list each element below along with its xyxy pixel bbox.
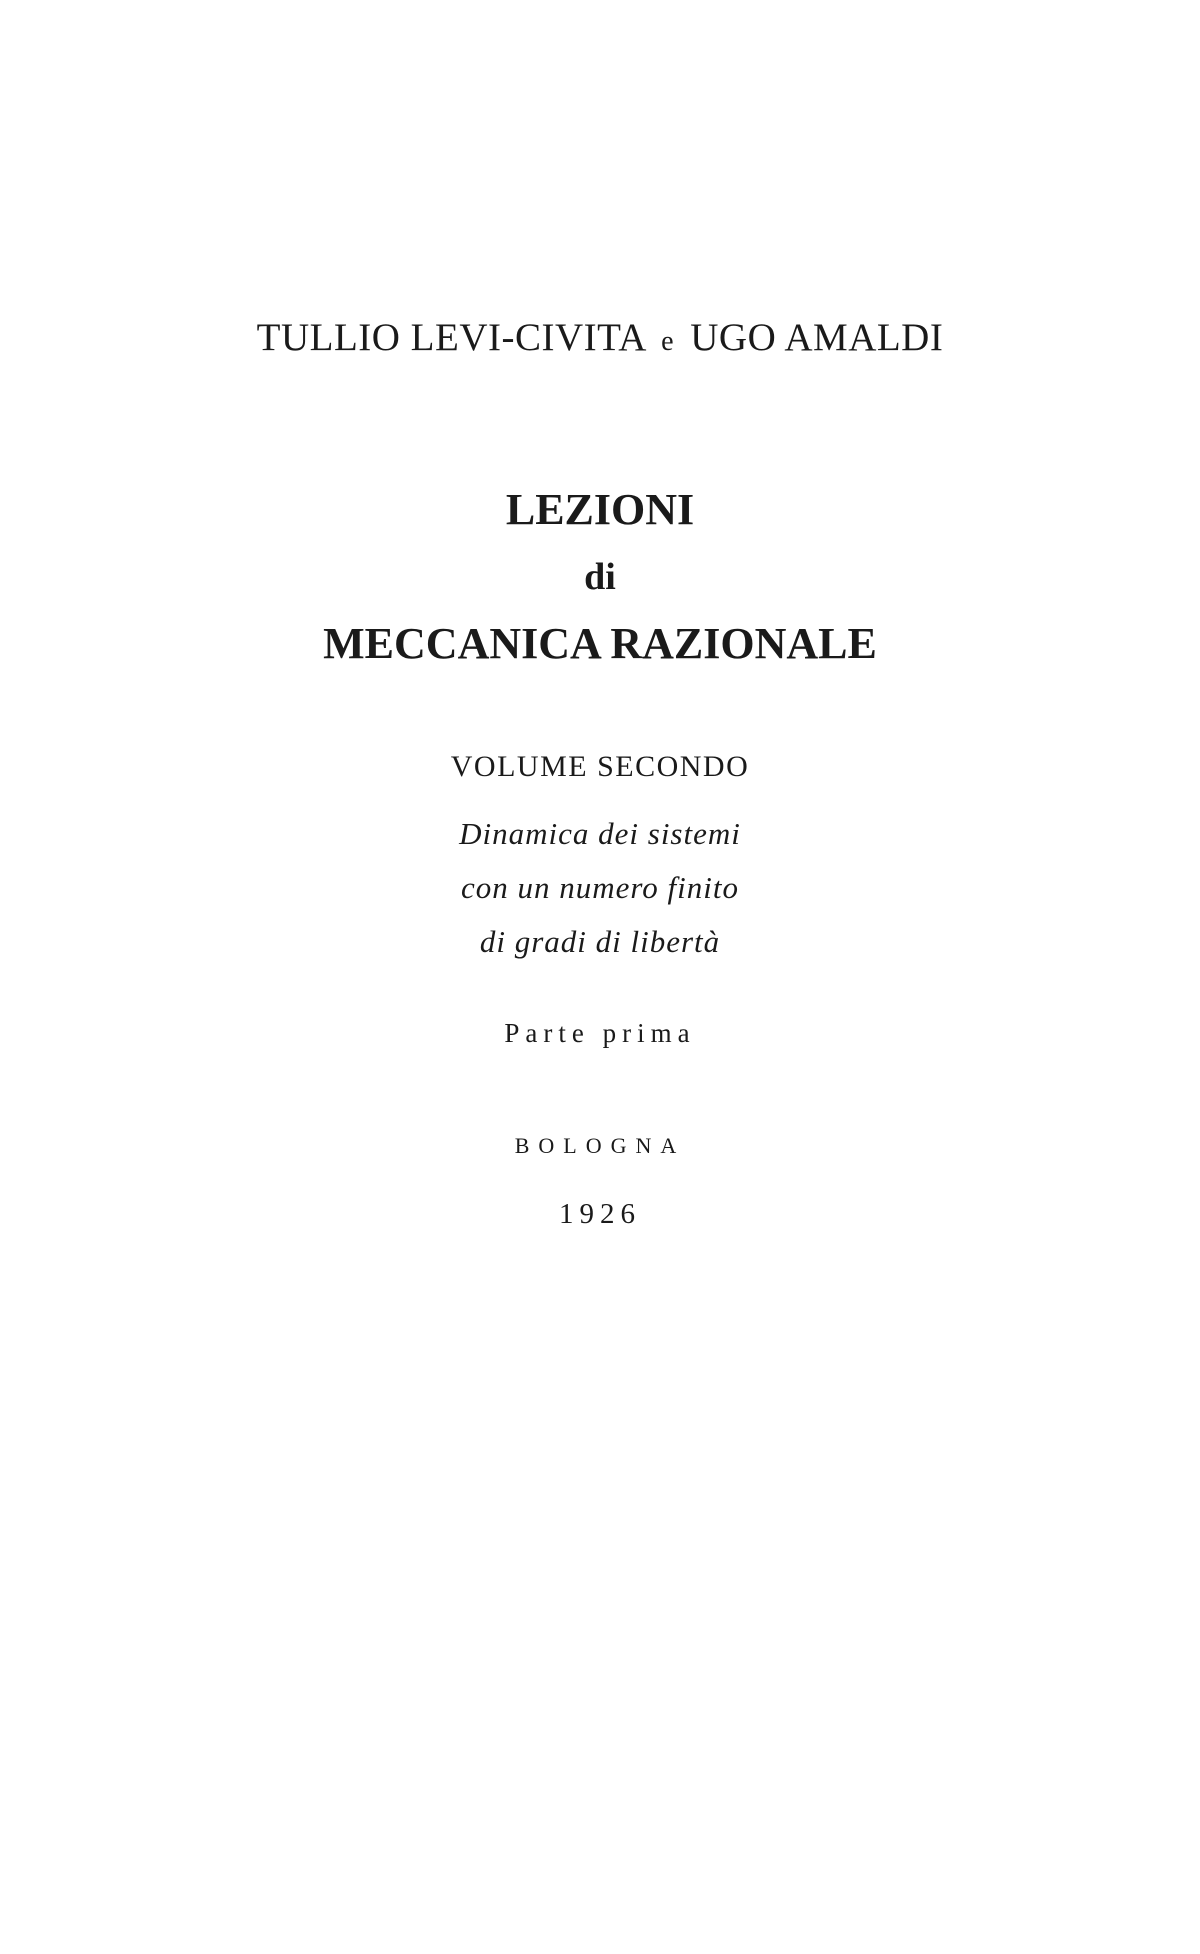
author-conjunction: e [661, 326, 675, 357]
author-levi-civita: TULLIO LEVI-CIVITA [256, 316, 645, 359]
subtitle-line-3: di gradi di libertà [479, 924, 721, 959]
part-label: Parte prima [504, 1018, 696, 1048]
subtitle-line-1: Dinamica dei sistemi [459, 816, 741, 851]
subtitle-line-2: con un numero finito [460, 870, 740, 905]
authors [0, 318, 1200, 357]
publication-year: 1926 [559, 1198, 641, 1230]
volume-label: VOLUME SECONDO [450, 750, 750, 783]
book-title-line-3: MECCANICA RAZIONALE [323, 619, 877, 668]
author-amaldi: UGO AMALDI [690, 316, 944, 359]
book-title-line-2: di [584, 556, 616, 598]
book-title-line-1: LEZIONI [505, 485, 695, 534]
publication-place: BOLOGNA [514, 1133, 686, 1158]
